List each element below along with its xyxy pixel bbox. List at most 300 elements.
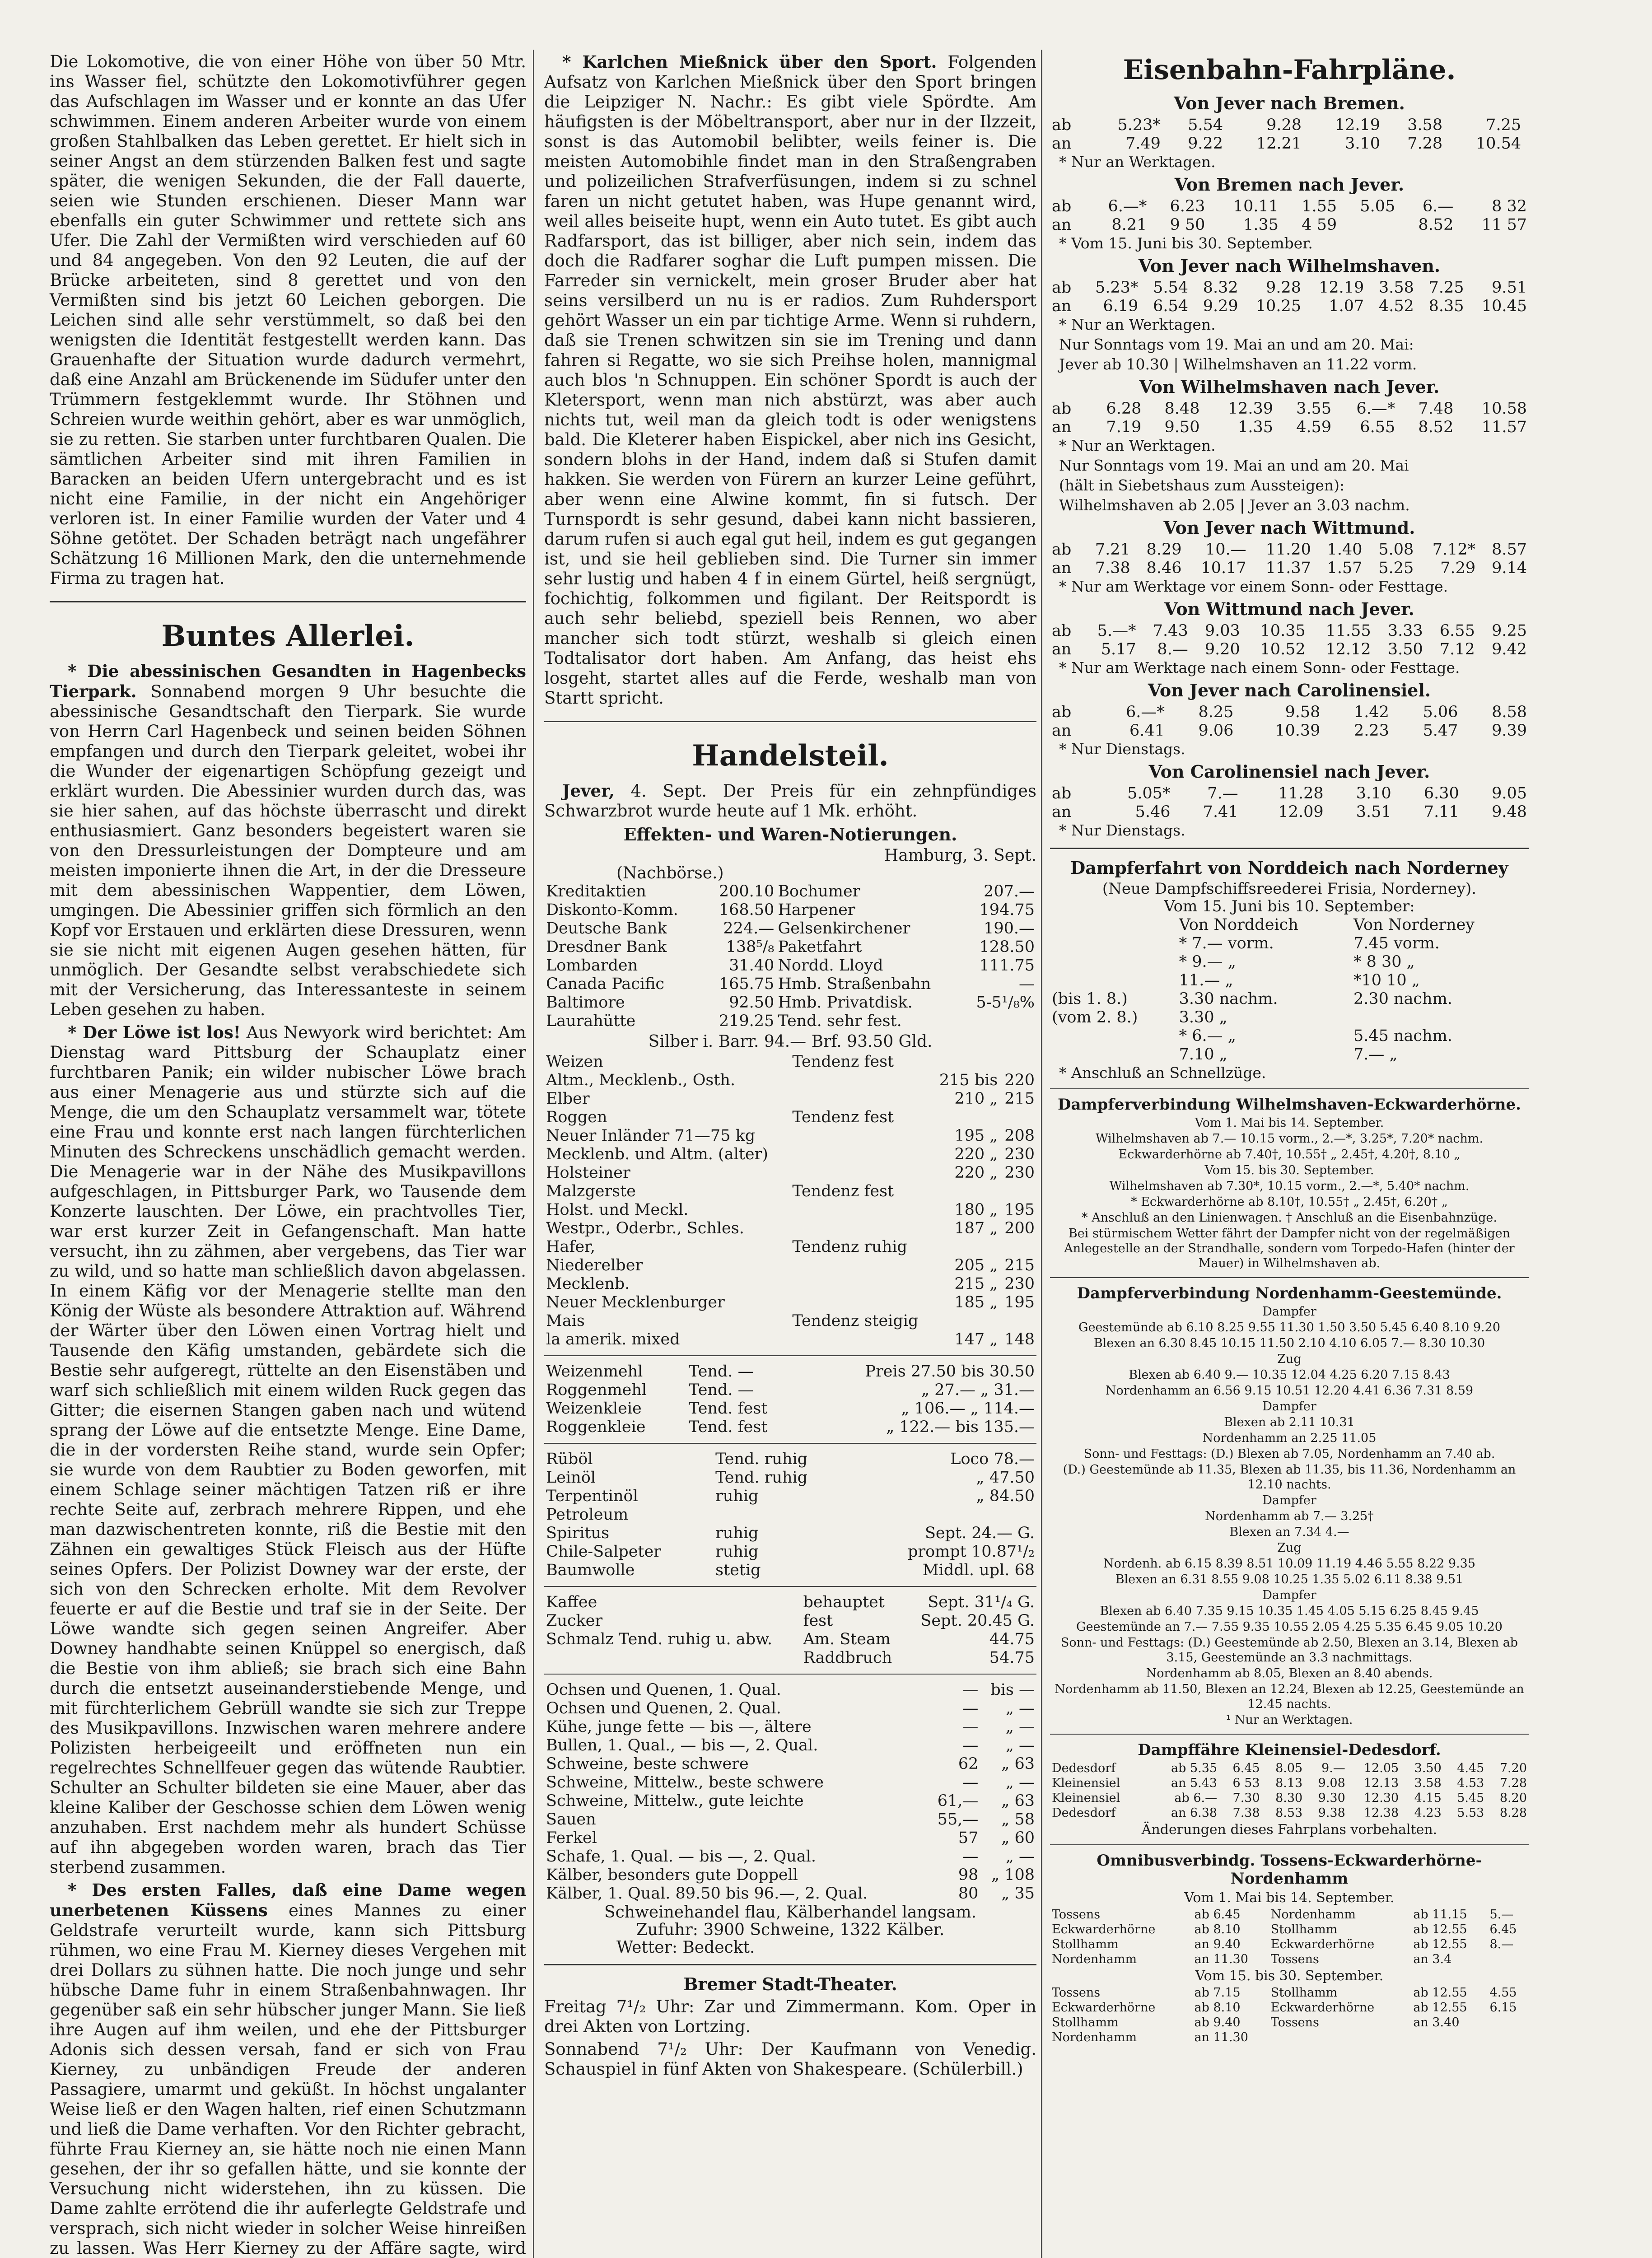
table-cell: Tendenz fest (792, 1108, 894, 1126)
table-cell: 7.41 (1203, 803, 1238, 821)
table-cell: Ferkel (546, 1829, 597, 1847)
table-cell (1488, 1952, 1529, 1967)
table-cell: 11.37 (1265, 559, 1311, 577)
table-cell: — (962, 1736, 979, 1754)
table-cell: 7.28 (1407, 135, 1443, 153)
table-cell: 5.45 nachm. (1353, 1027, 1452, 1045)
table-cell: 9.20 (1204, 640, 1240, 658)
table-cell: 220 „ (954, 1145, 998, 1163)
table-cell: 62 (958, 1755, 979, 1773)
table-row (544, 1469, 1036, 1487)
table-cell: ab (1052, 703, 1072, 721)
table-cell: 12.05 (1363, 1761, 1399, 1775)
table-cell: Deutsche Bank (546, 919, 667, 938)
table-cell (1050, 1045, 1177, 1064)
theatre-listing-friday: Freitag 7¹/₂ Uhr: Zar und Zimmermann. Kom. Oper in drei Akten von Lortzing. (544, 1997, 1036, 2036)
schedule-line: Nordenh. ab 6.15 8.39 8.51 10.09 11.19 4.46 5.55 8.22 9.35 (1103, 1557, 1476, 1571)
table-row (1050, 1761, 1529, 1776)
table-row (544, 1699, 1036, 1718)
table-row (544, 882, 1036, 901)
table-cell: an (1052, 640, 1072, 658)
table-row (1050, 622, 1529, 640)
bread-price-notice (544, 781, 1036, 821)
table-cell: ab 11.15 (1413, 1908, 1467, 1922)
table-cell: 3.10 (1356, 784, 1391, 802)
table-cell: Dresdner Bank (546, 938, 667, 956)
table-cell: 220 (1004, 1071, 1035, 1089)
table-cell: Nordenhamm (1052, 2030, 1137, 2044)
table-row (544, 1593, 1036, 1612)
table-cell: 165.75 (719, 975, 775, 993)
table-row (544, 1090, 1036, 1108)
column-header: Von Norddeich (1179, 916, 1298, 934)
table-row (544, 1127, 1036, 1145)
table-cell: Loco 78.— (950, 1450, 1035, 1468)
table-cell: Tend. fest (689, 1400, 768, 1418)
steam1-title: Dampferverbindung Wilhelmshaven-Eckwarderhörne. (1058, 1096, 1521, 1114)
table-row (1050, 135, 1529, 153)
table-cell: Spiritus (546, 1524, 610, 1542)
timetable-title: Von Jever nach Bremen. (1174, 93, 1405, 113)
table-cell: 10.54 (1475, 135, 1521, 153)
table-row (1050, 703, 1529, 722)
cattle-note: Schweinehandel flau, Kälberhandel langsam. (604, 1903, 977, 1922)
table-cell: 8.21 (1111, 216, 1147, 234)
timetable-note: * Vom 15. Juni bis 30. September. (1059, 234, 1313, 252)
table-cell (999, 1182, 1036, 1201)
table-cell: 8.— (1489, 1937, 1514, 1951)
table-cell: 9.51 (1492, 279, 1527, 297)
table-cell (1411, 2030, 1488, 2045)
table-cell: 10.35 (1260, 622, 1306, 640)
table-cell: bis — (990, 1681, 1035, 1699)
table-row (544, 1012, 1036, 1031)
table-cell: 10.58 (1481, 400, 1527, 418)
table-row (544, 956, 1036, 975)
table-cell: 9.39 (1492, 722, 1527, 740)
table-cell: Bullen, 1. Qual., — bis —, 2. Qual. (546, 1736, 818, 1754)
table-cell: fest (803, 1612, 833, 1630)
table-cell: 215 „ (954, 1275, 998, 1293)
table-cell: 6 53 (1232, 1776, 1260, 1790)
table-cell: (bis 1. 8.) (1052, 990, 1128, 1008)
table-cell: Eckwarderhörne (1270, 1937, 1375, 1951)
table-cell: 3.50 (1387, 640, 1423, 658)
divider (544, 1355, 1036, 1356)
table-row (1050, 2015, 1529, 2030)
table-cell: „ 47.50 (976, 1469, 1035, 1487)
table-cell: Weizenmehl (546, 1362, 643, 1381)
table-cell: 8.13 (1275, 1776, 1303, 1790)
table-cell: 9.28 (1266, 116, 1302, 134)
ferry-period: Vom 15. Juni bis 10. September: (1164, 897, 1415, 915)
schedule-line: Nordenhamm ab 7.— 3.25† (1205, 1509, 1374, 1523)
bus-table-1 (1050, 1907, 1529, 1967)
table-row (1050, 971, 1529, 990)
table-cell: 219.25 (719, 1012, 775, 1030)
table-cell (932, 1108, 999, 1127)
table-cell: an 3.4 (1413, 1952, 1452, 1966)
table-cell: Westpr., Oderbr., Schles. (546, 1219, 744, 1237)
table-cell: — (962, 1681, 979, 1699)
table-cell: 6.55 (1360, 418, 1395, 436)
timetable (1050, 116, 1529, 153)
table-cell: ab 9.40 (1194, 2015, 1241, 2029)
table-cell: an (1052, 803, 1072, 821)
table-row (544, 1108, 1036, 1127)
table-cell: Tendenz fest (792, 1182, 894, 1200)
table-cell: Sept. 24.— G. (924, 1524, 1035, 1542)
table-cell: * 6.— „ (1179, 1027, 1236, 1045)
table-cell: Tendenz steigig (792, 1312, 919, 1330)
table-cell: an 11.30 (1194, 2030, 1248, 2044)
table-cell: 8.29 (1146, 541, 1182, 559)
table-cell: Tend. ruhig (715, 1469, 808, 1487)
table-row (1050, 116, 1529, 135)
table-row (544, 1145, 1036, 1164)
table-cell: 3.30 nachm. (1179, 990, 1278, 1008)
table-cell (790, 1219, 932, 1238)
timetable-note: * Nur an Werktagen. (1059, 316, 1216, 333)
table-row (544, 1219, 1036, 1238)
column-1 (50, 52, 526, 2258)
table-cell: Leinöl (546, 1469, 596, 1487)
railway-timetables (1050, 93, 1529, 840)
table-cell: 9.08 (1318, 1776, 1345, 1790)
section-title-handelsteil: Handelsteil. (692, 739, 889, 773)
table-cell: 7.25 (1428, 279, 1464, 297)
steam1-schedule (1050, 1115, 1529, 1271)
bus-table-2 (1050, 1985, 1529, 2045)
table-cell: 9 50 (1170, 216, 1205, 234)
table-cell: 7.20 (1499, 1761, 1527, 1775)
table-cell: 195 (1004, 1293, 1035, 1311)
table-cell: Schmalz Tend. ruhig u. abw. (546, 1630, 773, 1648)
timetable-note: Nur Sonntags vom 19. Mai an und am 20. Mai: (1059, 336, 1414, 353)
table-cell: Eckwarderhörne (1270, 2001, 1375, 2015)
article-headline: * Des ersten Falles, daß eine Dame wegen unerbetenen Küssens (50, 1880, 526, 1920)
table-cell: Stollhamm (1052, 2015, 1119, 2029)
table-cell: ab 8.10 (1194, 2001, 1241, 2015)
table-cell: an (1052, 297, 1072, 315)
table-row (1050, 1805, 1529, 1820)
table-row (1050, 2030, 1529, 2045)
table-cell: 190.— (984, 919, 1035, 938)
table-cell: 111.75 (979, 956, 1035, 975)
table-cell: 4.59 (1296, 418, 1332, 436)
column-header: Von Norderney (1353, 916, 1475, 934)
table-row (1050, 559, 1529, 578)
table-cell: 215 bis (939, 1071, 998, 1089)
timetable-note: * Nur an Werktagen. (1059, 153, 1216, 171)
schedule-line: Sonn- und Festtags: (D.) Geestemünde ab 2.50, Blexen an 3.14, Blexen ab 3.15, Geestemünde an 3.3 nachmittags. (1060, 1636, 1518, 1665)
table-row (544, 1201, 1036, 1219)
schedule-line: Wilhelmshaven ab 7.30*, 10.15 vorm., 2.—*, 5.40* nachm. (1109, 1179, 1470, 1193)
table-cell: Roggen (546, 1108, 607, 1126)
table-cell: 9.48 (1492, 803, 1527, 821)
table-cell: ab 6.45 (1194, 1908, 1241, 1922)
table-cell: ab (1052, 279, 1072, 297)
table-cell: Nordenhamm (1270, 1908, 1356, 1922)
table-cell: Tend. fest (689, 1418, 768, 1436)
table-row (544, 1053, 1036, 1071)
table-cell: 6.45 (1232, 1761, 1260, 1775)
table-cell: 9.58 (1285, 703, 1321, 721)
table-cell: 12.19 (1319, 279, 1364, 297)
table-cell: Ochsen und Quenen, 2. Qual. (546, 1699, 781, 1717)
table-cell: „ 27.— „ 31.— (921, 1381, 1035, 1399)
table-cell: Tossens (1270, 1952, 1319, 1966)
table-cell: Tossens (1270, 2015, 1319, 2029)
timetable-title: Von Bremen nach Jever. (1174, 174, 1405, 195)
table-cell: 5.05 (1360, 197, 1395, 215)
table-cell: Kälber, besonders gute Doppell (546, 1866, 798, 1884)
table-row (544, 1450, 1036, 1469)
table-cell: ab 7.15 (1194, 1986, 1241, 2000)
table-cell: an 6.38 (1171, 1806, 1218, 1820)
table-cell: 7.— „ (1353, 1045, 1398, 1064)
table-cell (790, 1275, 932, 1293)
schedule-line: * Eckwarderhörne ab 8.10†, 10.55† „ 2.45†, 6.20† „ (1131, 1195, 1448, 1209)
table-cell: 9.05 (1492, 784, 1527, 802)
table-cell: Rüböl (546, 1450, 593, 1468)
table-cell: 1.35 (1238, 418, 1274, 436)
table-row (1050, 990, 1529, 1008)
table-cell: — (962, 1773, 979, 1791)
timetable-note: * Nur am Werktage nach einem Sonn- oder Festtage. (1059, 659, 1460, 676)
lead-paragraph: Die Lokomotive, die von einer Höhe von über 50 Mtr. ins Wasser fiel, schützte den Lokomotivführer gegen das Aufschlagen im Wasser und er konnte an das Ufer schwimmen. Einem anderen Arbeiter wurde von einem großen Stahlbalken das Leben gerettet. Er hielt sich in seiner Angst an dem stürzenden Balken fest und sagte später, die wenigen Sekunden, die der Fall dauerte, seien wie Stunden erschienen. Dieser Mann war ebenfalls ein guter Schwimmer und rettete sich ans Ufer. Die Zahl der Vermißten wird verschieden auf 60 und 84 angegeben. Von den 92 Leuten, die auf der Brücke arbeiteten, sind 8 gerettet und von den Vermißten sind bis jetzt 60 Leichen geborgen. Die Leichen sind alle sehr verstümmelt, so daß bei den wenigsten die Identität festgestellt werden kann. Das Grauenhafte der Situation wurde dadurch vermehrt, daß eine Anzahl am Brückenende im Südufer unter den Trümmern festgeklemmt wurde. Ihr Stöhnen und Schreien wurde weithin gehört, aber es war unmöglich, sie zu retten. Sie starben unter furchtbaren Qualen. Die sämtlichen Arbeiter sind mit ihren Familien in Baracken an beiden Ufern untergebracht und es ist nicht eine Familie, in der nicht ein Angehöriger verloren ist. In einer Familie wurden der Vater und 4 Söhne getötet. Der Schaden beträgt nach ungefährer Schätzung 16 Millionen Mark, den die unternehmende Firma zu tragen hat. (50, 52, 526, 588)
table-cell: ab 5.35 (1171, 1761, 1218, 1775)
table-cell: stetig (715, 1561, 761, 1579)
table-cell: 9.06 (1198, 722, 1234, 740)
table-cell: 195 „ (954, 1127, 998, 1145)
table-cell: 1.55 (1302, 197, 1337, 215)
table-cell: 3.51 (1356, 803, 1391, 821)
table-cell: 4.55 (1489, 1986, 1517, 2000)
table-cell: * 8 30 „ (1353, 953, 1415, 971)
table-cell: 12.12 (1325, 640, 1371, 658)
divider (50, 601, 526, 602)
table-cell: an (1052, 216, 1072, 234)
table-cell: 7.12* (1432, 541, 1476, 559)
table-cell: 6.—* (1125, 703, 1165, 721)
timetable-note: * Nur Dienstags. (1059, 821, 1185, 839)
table-cell: an 3.40 (1413, 2015, 1460, 2029)
table-row (544, 975, 1036, 994)
table-cell: „ 63 (1001, 1792, 1035, 1810)
table-cell: ab (1052, 541, 1072, 559)
table-cell: 5.08 (1378, 541, 1414, 559)
table-cell: 3.58 (1407, 116, 1443, 134)
table-cell: 7.29 (1440, 559, 1476, 577)
table-row (1050, 297, 1529, 316)
table-cell: 195 (1004, 1201, 1035, 1219)
table-cell: *10 10 „ (1353, 971, 1420, 989)
table-cell: Holst. und Meckl. (546, 1201, 689, 1219)
table-cell: Sauen (546, 1810, 596, 1829)
table-cell: * 7.— vorm. (1179, 934, 1274, 952)
table-row (544, 919, 1036, 938)
table-cell: „ 35 (1001, 1885, 1035, 1903)
table-cell: 12.13 (1363, 1776, 1399, 1790)
table-row (544, 1506, 1036, 1524)
table-cell: Stollhamm (1270, 1986, 1338, 2000)
table-cell: 5.45 (1457, 1791, 1484, 1805)
table-cell: Malzgerste (546, 1182, 636, 1200)
schedule-line: Zug (1277, 1352, 1302, 1366)
table-cell: 12.19 (1335, 116, 1380, 134)
table-cell: Sept. 31¹/₄ G. (928, 1593, 1035, 1611)
table-cell: 61,— (937, 1792, 979, 1810)
article-sport (544, 52, 1036, 708)
table-cell: — (962, 1847, 979, 1866)
table-row (544, 1275, 1036, 1293)
table-cell: an (1052, 722, 1072, 740)
table-cell: 6.30 (1423, 784, 1459, 802)
table-cell: Schweine, Mittelw., beste schwere (546, 1773, 824, 1791)
schedule-line: Blexen an 6.31 8.55 9.08 10.25 1.35 5.02 6.11 8.38 9.51 (1115, 1572, 1464, 1586)
schedule-line: Nordenhamm an 2.25 11.05 (1202, 1431, 1377, 1445)
table-cell: Mecklenb. (546, 1275, 630, 1293)
table-cell (790, 1164, 932, 1182)
table-cell: 4 59 (1302, 216, 1337, 234)
table-cell: 7.30 (1232, 1791, 1260, 1805)
table-cell: * 9.— „ (1179, 953, 1236, 971)
article-body: Folgenden Aufsatz von Karlchen Mießnick über den Sport bringen die Leipziger N. Nachr.: Es gibt viele Spördte. Am häufigsten is der Möbeltransport, aber nur in der Ilzzeit, sonst is das Automobil belibter, weils feiner is. Die meisten Automobihle findet man in den Straßengraben und polizeilichen Strafverfüsungen, indem si zu schnel faren un nicht getutet haben, was Hupe genannt wird, weil alles beiseite hupt, wenn ein Auto tutet. Es gibt auch Radfarsport, das ist billiger, aber nich sein, indem das doch die Radfarer soghar die Luft pumpen missen. Die Farreder sin vernickelt, mein groser Bruder aber hat seins versilberd un nu is er radios. Zum Ruhdersport gehört Wasser un ein par tichtige Arme. Wenn si ruhdern, daß sie Trenen schwitzen sin sie im Trening und dann fahren si Regatte, wo sie sich Preihse holen, mannigmal auch blos 'n Schnuppen. Ein schöner Spordt is auch der Kletersport, wenn man nich abstürzt, was aber auch nichts tut, weil man da gleich todt is oder wenigstens bald. Die Kleterer haben Eispickel, aber nich ins Gesicht, sondern blohs in der Hand, indem daß si Stufen damit hakken. Sie werden von Fürern an kurzer Leine geführt, aber wenn eine Alwine kommt, fin si futsch. Der Turnspordt is sehr gesund, dabei kann nicht bassieren, darum rufen si auch egal gut heil, indem es gut gegangen ist, und sie heil geblieben sind. Die Turner sin immer sehr lustig und haben 4 f in einem Gürtel, heiß sergnügt, fochichtig, folkommen und figilant. Der Reitspordt is auch sehr beliebd, speziell beis Rennen, wo aber mancher sich todt stürzt, weshalb si gleich einen Todtalisator dort haben. Am Anfang, das heist ehs losgeht, startet alles auf die Ferde, weshalb man von Startt spricht. (544, 52, 1036, 708)
schedule-line: Nordenhamm an 6.56 9.15 10.51 12.20 4.41 6.36 7.31 8.59 (1105, 1384, 1474, 1398)
table-cell: 208 (1004, 1127, 1035, 1145)
timetable-title: Von Wittmund nach Jever. (1164, 599, 1414, 619)
table-cell: Nordenhamm (1052, 1952, 1137, 1966)
table-cell: 55,— (937, 1810, 979, 1829)
table-cell: Weizen (546, 1053, 603, 1071)
table-cell: Schweine, beste schwere (546, 1755, 749, 1773)
table-cell: ab 12.55 (1413, 1922, 1467, 1936)
schedule-line: Blexen ab 2.11 10.31 (1224, 1415, 1355, 1429)
timetable-note: Wilhelmshaven ab 2.05 | Jever an 3.03 nachm. (1059, 496, 1410, 514)
table-cell: Hmb. Straßenbahn (778, 975, 931, 993)
table-cell: 8.53 (1275, 1806, 1303, 1820)
schedule-line: * Anschluß an den Linienwagen. † Anschluß an die Eisenbahnzüge. (1082, 1211, 1497, 1225)
table-row (544, 901, 1036, 919)
table-cell: 215 (1004, 1090, 1035, 1108)
table-cell: 194.75 (979, 901, 1035, 919)
table-cell: Baltimore (546, 994, 625, 1012)
table-cell: 9.03 (1204, 622, 1240, 640)
table-row (1050, 784, 1529, 803)
table-cell: 5.—* (1097, 622, 1136, 640)
table-cell: 7.25 (1486, 116, 1521, 134)
table-cell: 11 57 (1481, 216, 1527, 234)
table-cell: Bochumer (778, 882, 860, 900)
colonial-goods-table (544, 1593, 1036, 1667)
table-cell: 4.53 (1457, 1776, 1484, 1790)
table-cell: Petroleum (546, 1506, 629, 1524)
table-cell: „ — (1005, 1718, 1035, 1736)
table-cell: ab (1052, 116, 1072, 134)
divider (1050, 1088, 1529, 1089)
table-cell: Tend. — (689, 1362, 754, 1381)
table-row (544, 1649, 1036, 1667)
column-3 (1050, 52, 1529, 2045)
table-cell: 54.75 (989, 1649, 1035, 1667)
table-cell: 147 „ (954, 1330, 998, 1348)
table-cell: 8 32 (1492, 197, 1527, 215)
timetable (1050, 279, 1529, 316)
table-cell: 9.50 (1164, 418, 1200, 436)
table-cell (1352, 1008, 1529, 1027)
table-cell: 6.19 (1103, 297, 1139, 315)
table-cell (932, 1238, 999, 1256)
table-cell: Hmb. Privatdisk. (778, 994, 913, 1012)
table-cell (999, 1108, 1036, 1127)
table-row (544, 1718, 1036, 1736)
table-cell: 230 (1004, 1145, 1035, 1163)
table-cell: 8.52 (1418, 418, 1454, 436)
table-cell: „ — (1005, 1773, 1035, 1791)
table-cell: Harpener (778, 901, 855, 919)
table-row (544, 1885, 1036, 1903)
table-cell: 210 „ (954, 1090, 998, 1108)
timetable (1050, 784, 1529, 821)
table-cell: Kälber, 1. Qual. 89.50 bis 96.—, 2. Qual. (546, 1885, 868, 1903)
table-cell: 8.46 (1146, 559, 1182, 577)
table-cell (1050, 934, 1177, 953)
timetable (1050, 541, 1529, 578)
table-cell: Tossens (1052, 1986, 1101, 2000)
table-cell: Roggenmehl (546, 1381, 647, 1399)
table-cell: 5.23* (1117, 116, 1161, 134)
table-cell (932, 1312, 999, 1330)
table-cell: — (962, 1718, 979, 1736)
table-cell (1339, 216, 1397, 234)
table-row (544, 1810, 1036, 1829)
timetable-title: Von Jever nach Wittmund. (1163, 518, 1415, 538)
table-cell: Kleinensiel (1052, 1791, 1120, 1805)
table-cell: 9.25 (1492, 622, 1527, 640)
table-cell: 1.35 (1243, 216, 1279, 234)
table-cell (1523, 116, 1529, 135)
table-row (1050, 216, 1529, 234)
table-cell: 7.— (1207, 784, 1238, 802)
table-cell: Terpentinöl (546, 1487, 638, 1505)
table-row (544, 1866, 1036, 1885)
table-cell: 9.30 (1318, 1791, 1345, 1805)
table-cell: 7.49 (1125, 135, 1161, 153)
table-cell: Tend. sehr fest. (778, 1012, 902, 1030)
table-cell: „ 106.— „ 114.— (901, 1400, 1035, 1418)
table-cell: 7.38 (1095, 559, 1130, 577)
section-title-buntes-allerlei: Buntes Allerlei. (161, 619, 415, 653)
cattle-table (544, 1681, 1036, 1903)
table-cell: 168.50 (719, 901, 775, 919)
table-cell: 1.40 (1327, 541, 1363, 559)
table-row (1050, 803, 1529, 821)
table-cell: 80 (958, 1885, 979, 1903)
table-cell: 6.54 (1153, 297, 1189, 315)
table-cell: 5.47 (1423, 722, 1458, 740)
table-cell: 10.52 (1260, 640, 1306, 658)
table-cell: 5.05* (1127, 784, 1171, 802)
table-row (544, 1071, 1036, 1090)
table-cell: 2.23 (1353, 722, 1389, 740)
ferry-note: * Anschluß an Schnellzüge. (1059, 1064, 1266, 1082)
table-cell: „ 84.50 (976, 1487, 1035, 1505)
timetable-note: Nur Sonntags vom 19. Mai an und am 20. Mai (1059, 457, 1409, 474)
table-cell: „ — (1005, 1699, 1035, 1717)
table-cell: 5.17 (1101, 640, 1136, 658)
table-cell: 7.10 „ (1179, 1045, 1227, 1064)
